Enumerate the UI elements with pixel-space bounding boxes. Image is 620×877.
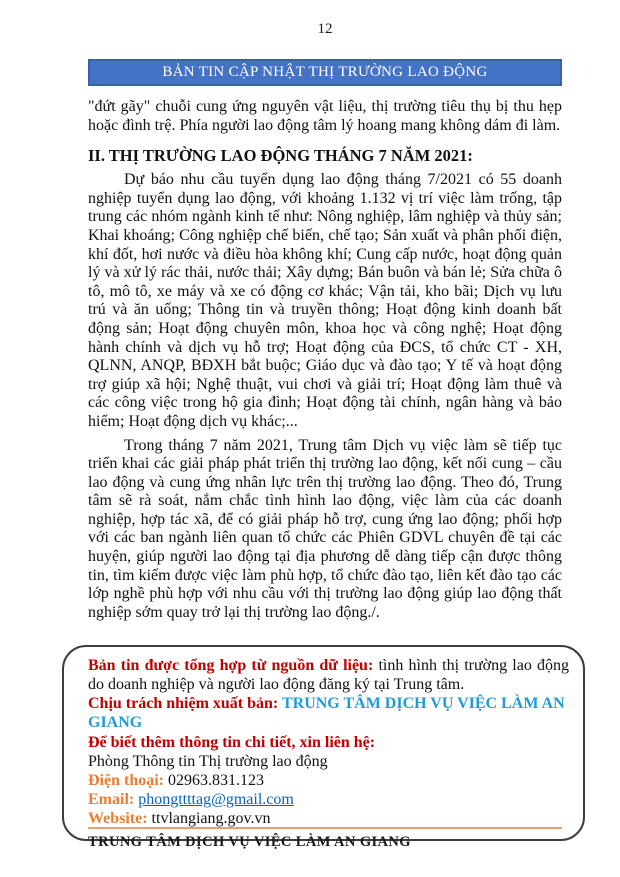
bulletin-banner [88, 59, 562, 86]
email-link[interactable]: phongttttag@gmail.com [138, 791, 294, 809]
phone-label: Điện thoại: [88, 772, 168, 789]
contact-info-box [62, 645, 585, 841]
source-text: tình hình thị trường lao động do doanh nghiệp và người lao động đăng ký tại Trung tâm. [88, 657, 569, 693]
phone-value: 02963.831.123 [168, 772, 264, 789]
department-line: Phòng Thông tin Thị trường lao động [88, 752, 328, 770]
content-column [88, 0, 562, 622]
website-label: Website: [88, 810, 152, 828]
footer-org-name: TRUNG TÂM DỊCH VỤ VIỆC LÀM AN GIANG [88, 834, 411, 850]
publisher-label: Chịu trách nhiệm xuất bản: [88, 695, 282, 713]
forecast-paragraph: Dự báo nhu cầu tuyển dụng lao động tháng 7/2021 có 55 doanh nghiệp tuyển dụng lao động, với khoảng 1.132 vị trí việc làm trống, tập trung các nhóm ngành kinh tế như: Nông nghiệp, lâm nghiệp và thủy sản; Khai khoáng; Công nghiệp chế biến, chế tạo; Sản xuất và phân phối điện, khí đốt, hơi nước và điều hòa không khí; Cung cấp nước, hoạt động quản lý và xử lý rác thải, nước thải; Xây dựng; Bán buôn và bán lẻ; Sửa chữa ô tô, mô tô, xe máy và xe có động cơ khác; Vận tải, kho bãi; Dịch vụ lưu trú và ăn uống; Thông tin và truyền thông; Hoạt động kinh doanh bất động sản; Hoạt động chuyên môn, khoa học và công nghệ; Hoạt động hành chính và dịch vụ hỗ trợ; Hoạt động của ĐCS, tổ chức CT - XH, QLNN, ANQP, BĐXH bắt buộc; Giáo dục và đào tạo; Y tế và hoạt động trợ giúp xã hội; Nghệ thuật, vui chơi và giải trí; Hoạt động làm thuê và các công việc trong hộ gia đình; Hoạt động tài chính, ngân hàng và bảo hiểm; Hoạt động dịch vụ khác;... [88, 171, 562, 430]
source-label: Bản tin được tổng hợp từ nguồn dữ liệu: [88, 657, 379, 674]
contact-heading: Để biết thêm thông tin chi tiết, xin liên hệ: [88, 733, 376, 751]
section-heading: II. THỊ TRƯỜNG LAO ĐỘNG THÁNG 7 NĂM 2021: [88, 146, 473, 166]
bulletin-banner-title: BẢN TIN CẬP NHẬT THỊ TRƯỜNG LAO ĐỘNG [162, 64, 488, 80]
plan-paragraph: Trong tháng 7 năm 2021, Trung tâm Dịch vụ việc làm sẽ tiếp tục triển khai các giải pháp phát triển thị trường lao động, kết nối cung – cầu lao động và cung ứng nhân lực trên thị trường lao động. Theo đó, Trung tâm sẽ rà soát, nắm chắc tình hình lao động, việc làm của các doanh nghiệp, hợp tác xã, để có giải pháp hỗ trợ, cung ứng lao động; phối hợp với các ban ngành liên quan tổ chức các Phiên GDVL chuyên đề tại các huyện, giúp người lao động tại địa phương dễ dàng tiếp cận được thông tin, tìm kiếm được việc làm phù hợp, tổ chức đào tạo, liên kết đào tạo các lớp nghề phù hợp với nhu cầu với thị trường lao động giúp lao động thất nghiệp sớm quay trở lại thị trường lao động./. [88, 436, 562, 621]
publisher-name: TRUNG TÂM DỊCH VỤ VIỆC LÀM AN GIANG [88, 695, 565, 732]
footer-divider [88, 827, 562, 829]
publisher-line [88, 694, 569, 732]
email-label: Email: [88, 791, 139, 809]
page-number: 12 [317, 21, 333, 37]
intro-paragraph: "đứt gãy" chuỗi cung ứng nguyên vật liệu, thị trường tiêu thụ bị thu hẹp hoặc đình trệ. Phía người lao động tâm lý hoang mang không dám đi làm. [88, 98, 562, 134]
website-value: ttvlangiang.gov.vn [151, 810, 271, 828]
source-line [88, 657, 569, 694]
phone-line [88, 771, 569, 790]
email-line [88, 790, 569, 809]
website-line [88, 809, 569, 828]
